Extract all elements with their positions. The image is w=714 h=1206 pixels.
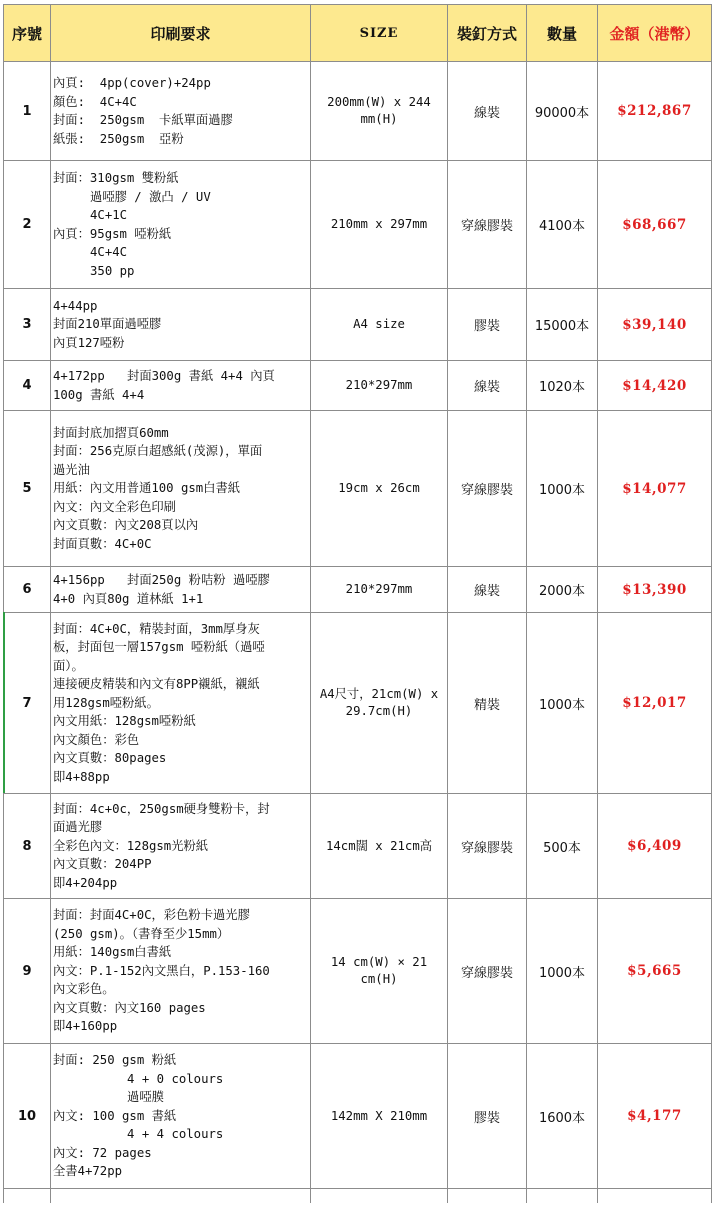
print-spec[interactable] [51, 289, 311, 361]
quantity-cell[interactable]: 1600本 [527, 1044, 598, 1189]
spec-line: 4C+4C [53, 245, 128, 259]
table-row [4, 289, 712, 361]
amount-cell[interactable]: $6,409 [598, 794, 712, 899]
row-number[interactable]: 5 [4, 411, 51, 567]
spec-line: 內文彩色。 [53, 982, 115, 997]
quantity-cell[interactable]: 15000本 [527, 289, 598, 361]
spec-line: 面）。 [53, 658, 84, 673]
spec-line: 4+44pp [53, 298, 98, 313]
spec-line: 過啞膠 / 激凸 / UV [53, 189, 211, 204]
spec-line: 全彩色內文：128gsm光粉紙 [53, 838, 209, 853]
spec-line: 封面210單面過啞膠 [53, 317, 162, 332]
row-number[interactable]: 7 [4, 613, 51, 794]
spec-line: (250 gsm)。（書脊至少15mm） [53, 926, 230, 941]
spec-line: 用紙：內文用普通100 gsm白書紙 [53, 481, 241, 496]
binding-cell[interactable]: 穿線膠裝 [448, 899, 527, 1044]
size-cell[interactable]: 19cm x 26cm [311, 411, 448, 567]
table-row [4, 1044, 712, 1189]
spec-line: 全書4+72pp [53, 1164, 123, 1179]
print-spec[interactable] [51, 161, 311, 289]
amount-cell[interactable]: $12,017 [598, 613, 712, 794]
binding-cell[interactable]: 線裝 [448, 567, 527, 613]
price-table [3, 4, 712, 1203]
table-row [4, 613, 712, 794]
spec-line: 內文：P.1-152內文黑白，P.153-160 [53, 963, 270, 978]
binding-cell[interactable]: 穿線膠裝 [448, 411, 527, 567]
spec-line: 內文: 72 pages [53, 1145, 152, 1160]
spec-line: 封面：4c+0c，250gsm硬身雙粉卡，封 [53, 801, 270, 816]
spec-line: 內文: 100 gsm 書紙 [53, 1108, 177, 1123]
size-cell[interactable]: 14 cm(W) × 21 cm(H) [311, 899, 448, 1044]
quantity-cell[interactable]: 1020本 [527, 361, 598, 411]
print-spec[interactable] [51, 899, 311, 1044]
size-cell[interactable]: 200mm(W) x 244 mm(H) [311, 62, 448, 161]
amount-cell[interactable]: $13,390 [598, 567, 712, 613]
binding-cell[interactable]: 膠裝 [448, 289, 527, 361]
size-cell[interactable]: 142mm X 210mm [311, 1044, 448, 1189]
amount-cell[interactable]: $5,665 [598, 899, 712, 1044]
spec-line: 封面封底加摺頁60mm [53, 425, 169, 440]
table-row [4, 899, 712, 1044]
empty-row [4, 1189, 712, 1204]
empty-cell[interactable] [527, 1189, 598, 1204]
spec-line: 顏色: 4C+4C [53, 94, 137, 109]
spec-line: 板，封面包一層157gsm 啞粉紙（過啞 [53, 640, 265, 655]
empty-cell[interactable] [51, 1189, 311, 1204]
spec-line: 用紙：140gsm白書紙 [53, 945, 172, 960]
spec-line: 4 + 0 colours [53, 1071, 224, 1086]
table-row [4, 62, 712, 161]
header-qty[interactable]: 數量 [527, 5, 598, 62]
empty-cell[interactable] [4, 1189, 51, 1204]
empty-cell[interactable] [448, 1189, 527, 1204]
spec-line: 4+156pp 封面250g 粉咭粉 過啞膠 [53, 573, 270, 587]
size-cell[interactable]: 210*297mm [311, 361, 448, 411]
size-cell[interactable]: 14cm闊 x 21cm高 [311, 794, 448, 899]
row-number[interactable]: 10 [4, 1044, 51, 1189]
binding-cell[interactable]: 穿線膠裝 [448, 794, 527, 899]
spec-line: 內頁：95gsm 啞粉紙 [53, 226, 172, 241]
table-row [4, 361, 712, 411]
row-number[interactable]: 1 [4, 62, 51, 161]
empty-cell[interactable] [598, 1189, 712, 1204]
spec-line: 4C+1C [53, 208, 128, 222]
spec-line: 內頁127啞粉 [53, 335, 125, 350]
spec-line: 封面: 250gsm 卡紙單面過膠 [53, 113, 233, 127]
spec-line: 內文顏色：彩色 [53, 732, 140, 747]
row-number[interactable]: 2 [4, 161, 51, 289]
size-cell[interactable]: A4尺寸，21cm(W) x 29.7cm(H) [311, 613, 448, 794]
header-size[interactable]: SIZE [311, 5, 448, 62]
spec-line: 封面：4C+0C，精裝封面，3mm厚身灰 [53, 621, 260, 636]
spec-line: 紙張: 250gsm 亞粉 [53, 131, 184, 146]
spec-line: 封面: 250 gsm 粉紙 [53, 1053, 177, 1068]
table-row [4, 567, 712, 613]
spec-line: 100g 書紙 4+4 [53, 387, 145, 402]
spec-line: 4+172pp 封面300g 書紙 4+4 內頁 [53, 369, 275, 383]
quantity-cell[interactable]: 500本 [527, 794, 598, 899]
row-number[interactable]: 8 [4, 794, 51, 899]
print-spec[interactable] [51, 1044, 311, 1189]
spec-line: 內文頁數：204PP [53, 857, 152, 872]
spec-line: 350 pp [53, 263, 135, 278]
spec-line: 即4+204pp [53, 875, 118, 890]
spec-line: 內文用紙：128gsm啞粉紙 [53, 714, 196, 729]
header-amount[interactable]: 金額（港幣） [598, 5, 712, 62]
amount-cell[interactable]: $212,867 [598, 62, 712, 161]
table-body [4, 62, 712, 1204]
quantity-cell[interactable]: 4100本 [527, 161, 598, 289]
spec-line: 面過光膠 [53, 820, 103, 835]
print-spec[interactable] [51, 794, 311, 899]
empty-cell[interactable] [311, 1189, 448, 1204]
spec-line: 過光油 [53, 462, 90, 477]
binding-cell[interactable]: 線裝 [448, 62, 527, 161]
quantity-cell[interactable]: 1000本 [527, 899, 598, 1044]
spec-line: 內文頁數：80pages [53, 751, 167, 766]
quantity-cell[interactable]: 90000本 [527, 62, 598, 161]
quantity-cell[interactable]: 2000本 [527, 567, 598, 613]
spec-line: 內文頁數：內文160 pages [53, 1000, 206, 1015]
print-spec[interactable] [51, 361, 311, 411]
spec-line: 連接硬皮精裝和內文有8PP襯紙，襯紙 [53, 677, 260, 692]
print-spec[interactable] [51, 567, 311, 613]
header-binding[interactable]: 裝釘方式 [448, 5, 527, 62]
size-cell[interactable]: 210mm x 297mm [311, 161, 448, 289]
amount-cell[interactable]: $14,420 [598, 361, 712, 411]
quantity-cell[interactable]: 1000本 [527, 411, 598, 567]
selection-border [3, 612, 5, 793]
spec-line: 封面：310gsm 雙粉紙 [53, 171, 179, 185]
spec-line: 4 + 4 colours [53, 1127, 224, 1142]
print-spec[interactable] [51, 613, 311, 794]
header-row [4, 5, 712, 62]
binding-cell[interactable]: 穿線膠裝 [448, 161, 527, 289]
binding-cell[interactable]: 線裝 [448, 361, 527, 411]
spec-line: 封面：封面4C+0C，彩色粉卡過光膠 [53, 908, 250, 923]
size-cell[interactable]: A4 size [311, 289, 448, 361]
spec-line: 內文：內文全彩色印刷 [53, 499, 176, 514]
binding-cell[interactable]: 精裝 [448, 613, 527, 794]
spec-line: 內頁: 4pp(cover)+24pp [53, 76, 211, 90]
quantity-cell[interactable]: 1000本 [527, 613, 598, 794]
spec-line: 即4+160pp [53, 1019, 118, 1034]
table-row [4, 794, 712, 899]
spec-line: 過啞膜 [53, 1090, 164, 1105]
binding-cell[interactable]: 膠裝 [448, 1044, 527, 1189]
spec-line: 封面頁數：4C+0C [53, 536, 152, 551]
print-spec[interactable] [51, 411, 311, 567]
amount-cell[interactable]: $68,667 [598, 161, 712, 289]
header-spec[interactable]: 印刷要求 [51, 5, 311, 62]
print-spec[interactable] [51, 62, 311, 161]
spec-line: 用128gsm啞粉紙。 [53, 695, 159, 710]
header-no[interactable]: 序號 [4, 5, 51, 62]
spec-line: 內文頁數：內文208頁以內 [53, 518, 199, 533]
spec-line: 即4+88pp [53, 769, 110, 784]
amount-cell[interactable]: $14,077 [598, 411, 712, 567]
spec-line: 封面：256克原白超感紙(茂源)，單面 [53, 444, 263, 459]
table-row [4, 161, 712, 289]
row-number[interactable]: 3 [4, 289, 51, 361]
amount-cell[interactable]: $39,140 [598, 289, 712, 361]
size-cell[interactable]: 210*297mm [311, 567, 448, 613]
row-number[interactable]: 9 [4, 899, 51, 1044]
table-row [4, 411, 712, 567]
row-number[interactable]: 6 [4, 567, 51, 613]
row-number[interactable]: 4 [4, 361, 51, 411]
spec-line: 4+0 內頁80g 道林紙 1+1 [53, 591, 204, 606]
amount-cell[interactable]: $4,177 [598, 1044, 712, 1189]
